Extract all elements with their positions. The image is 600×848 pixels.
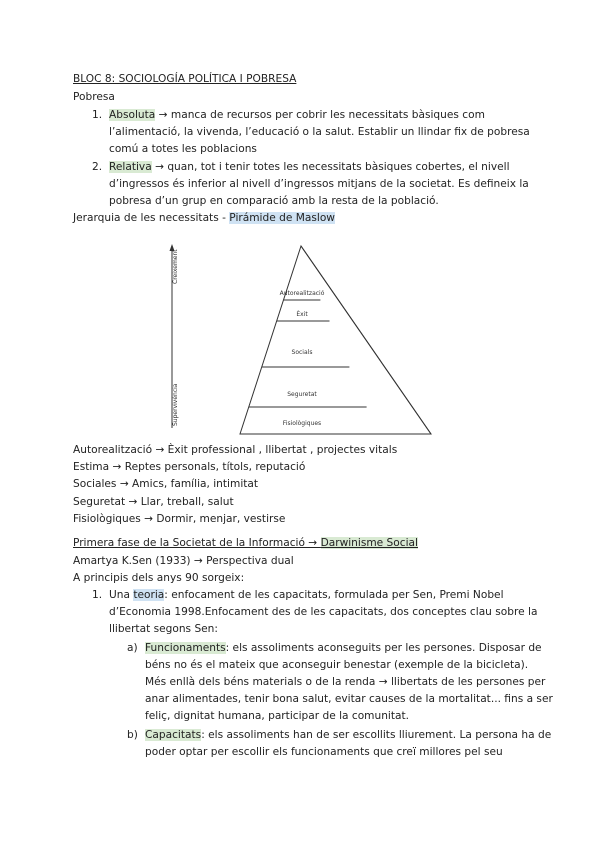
pyramid-level-fisiologiques: Fisiològiques xyxy=(282,420,322,427)
teoria-item xyxy=(109,587,504,603)
term-absoluta: Absoluta xyxy=(109,109,156,121)
needs-line: Estima → Reptes personals, títols, reputació xyxy=(73,461,306,473)
maslow-pyramid-diagram xyxy=(160,238,450,438)
subitem-text: poder optar per escollir els funcionaments que creï millores pel seu xyxy=(145,746,503,758)
subitem-label: a) xyxy=(127,642,138,654)
pyramid-edge xyxy=(301,246,431,434)
maslow-link: Pirámide de Maslow xyxy=(229,212,335,224)
subitem-capacitats xyxy=(145,727,551,743)
list-item-text: l’alimentació, la vivenda, l’educació o la salut. Establir un llindar fix de pobresa xyxy=(109,126,530,138)
subitem-funcionaments xyxy=(145,640,542,656)
list-item-text: d’ingressos és inferior al nivell d’ingressos mitjans de la societat. Es defineix la xyxy=(109,178,529,190)
list-number: 1. xyxy=(92,589,103,601)
teoria-text: llibertat segons Sen: xyxy=(109,623,218,635)
pyramid-level-autorealitzacio: Autorealització xyxy=(279,290,325,297)
teoria-text: d’Economia 1998.Enfocament des de les capacitats, dos conceptes clau sobre la xyxy=(109,606,538,618)
subitem-text: : els assoliments han de ser escollits lliurement. La persona ha de xyxy=(201,729,552,741)
term-funcionaments: Funcionaments xyxy=(145,642,226,654)
pyramid-outline xyxy=(240,246,431,434)
darwinisme-social: Darwinisme Social xyxy=(320,537,418,549)
subitem-text: : els assoliments aconseguits per les persones. Disposar de xyxy=(225,642,542,654)
term-teoria: teoria xyxy=(133,589,165,601)
subitem-text: feliç, dignitat humana, participar de la comunitat. xyxy=(145,710,410,722)
maslow-intro xyxy=(73,210,335,226)
section2-title-text: Primera fase de la Societat de la Informació → xyxy=(73,537,321,549)
section2-title xyxy=(73,535,418,551)
subitem-text: béns no és el mateix que aconseguir benestar (exemple de la bicicleta). xyxy=(145,659,529,671)
term-capacitats: Capacitats xyxy=(145,729,202,741)
subitem-text: anar alimentades, tenir bona salut, evitar causes de la mortalitat... fins a ser xyxy=(145,693,553,705)
list-item-absoluta xyxy=(109,107,485,123)
list-item-text: → quan, tot i tenir totes les necessitats bàsiques cobertes, el nivell xyxy=(151,161,510,173)
list-item-relativa xyxy=(109,159,510,175)
principis-line: A principis dels anys 90 sorgeix: xyxy=(73,572,245,584)
pyramid-level-seguretat: Seguretat xyxy=(287,391,317,398)
sen-line: Amartya K.Sen (1933) → Perspectiva dual xyxy=(73,555,294,567)
subitem-text: Més enllà dels béns materials o de la renda → llibertats de les persones per xyxy=(145,676,546,688)
teoria-pre: Una xyxy=(109,589,134,601)
needs-line: Autorealització → Èxit professional , llibertat , projectes vitals xyxy=(73,444,398,456)
axis-label-creixement: Creixement xyxy=(172,249,179,284)
subheading-pobresa: Pobresa xyxy=(73,91,115,103)
list-item-text: comú a totes les poblacions xyxy=(109,143,257,155)
list-number: 1. xyxy=(92,109,103,121)
subitem-label: b) xyxy=(127,729,138,741)
pyramid-level-exit: Èxit xyxy=(296,311,308,318)
maslow-intro-text: Jerarquia de les necessitats - xyxy=(73,212,230,224)
needs-line: Fisiològiques → Dormir, menjar, vestirse xyxy=(73,513,286,525)
needs-line: Seguretat → Llar, treball, salut xyxy=(73,496,234,508)
teoria-text: : enfocament de les capacitats, formulada per Sen, Premi Nobel xyxy=(164,589,504,601)
section-heading: BLOC 8: SOCIOLOGÍA POLÍTICA I POBRESA xyxy=(73,73,297,85)
list-number: 2. xyxy=(92,161,103,173)
term-relativa: Relativa xyxy=(109,161,152,173)
axis-label-supervivencia: Supervivència xyxy=(172,383,179,426)
needs-line: Sociales → Amics, família, intimitat xyxy=(73,478,259,490)
list-item-text: pobresa d’un grup en comparació amb la resta de la població. xyxy=(109,195,439,207)
pyramid-level-socials: Socials xyxy=(291,349,313,356)
list-item-text: → manca de recursos per cobrir les necessitats bàsiques com xyxy=(155,109,485,121)
